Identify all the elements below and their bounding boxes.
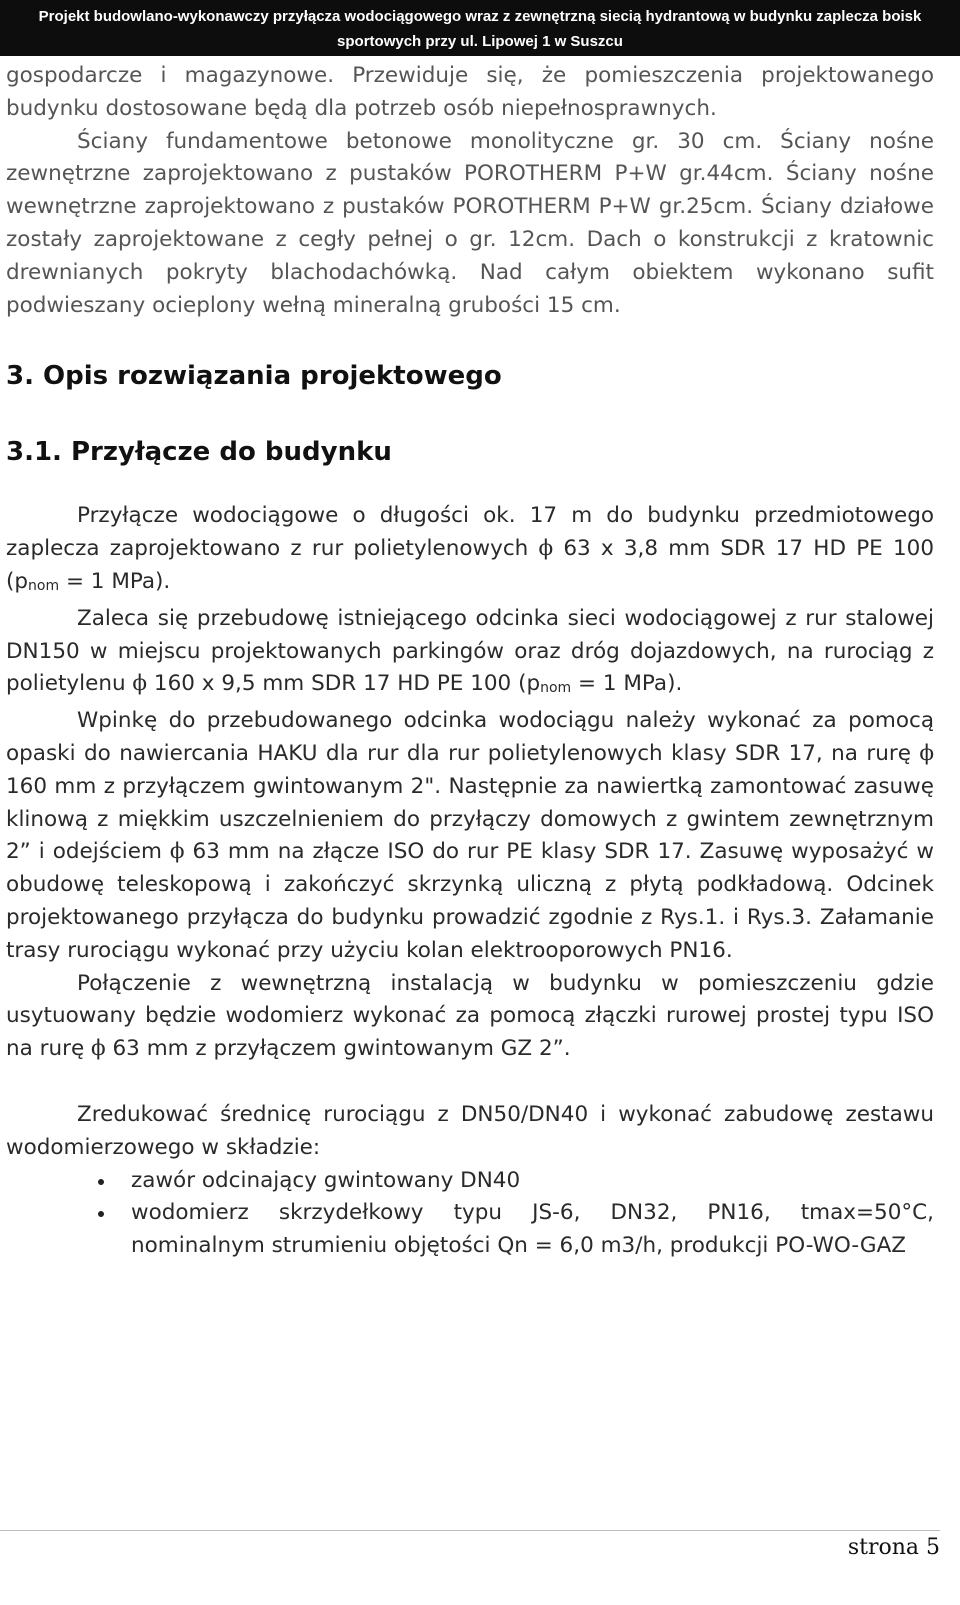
paragraph-przebudowa bbox=[6, 603, 934, 705]
phi-symbol: ϕ bbox=[919, 740, 934, 766]
phi-symbol: ϕ bbox=[91, 1036, 106, 1062]
header-title-line2: sportowych przy ul. Lipowej 1 w Suszcu bbox=[337, 33, 623, 50]
equipment-list bbox=[6, 1165, 934, 1263]
p1-text-c: = 1 MPa). bbox=[59, 568, 171, 594]
header-title-line1: Projekt budowlano-wykonawczy przyłącza wodociągowego wraz z zewnętrzną siecią hydrantową w budynku zaplecza boisk bbox=[38, 8, 922, 25]
p4-text-b: 63 mm z przyłączem gwintowanym GZ 2”. bbox=[105, 1036, 571, 1062]
paragraph-przylacze bbox=[6, 500, 934, 602]
list-item-text: wodomierz skrzydełkowy typu JS-6, DN32, PN16, tmax=50°C, nominalnym strumieniu objętości Qn = 6,0 m3/h, produkcji PO-WO-GAZ bbox=[131, 1200, 934, 1259]
p1-text-a: Przyłącze wodociągowe o długości ok. 17 m do budynku przedmiotowego zaplecza zaprojektowano z rur polietylenowych bbox=[6, 503, 934, 562]
section-3-1-heading: 3.1. Przyłącze do budynku bbox=[6, 437, 392, 468]
phi-symbol: ϕ bbox=[169, 839, 185, 865]
p1-text-b: 63 x 3,8 mm SDR 17 HD PE 100 (p bbox=[6, 536, 934, 594]
bullet-icon bbox=[98, 1179, 104, 1185]
phi-symbol: ϕ bbox=[538, 536, 554, 562]
p2-text-b: 160 x 9,5 mm SDR 17 HD PE 100 (p bbox=[147, 671, 541, 697]
spacer bbox=[6, 1066, 934, 1099]
p4-text-a: Połączenie z wewnętrzną instalacją w budynku w pomieszczeniu gdzie usytuowany będzie wodomierz wykonać za pomocą złączki rurowej prostej typu ISO na rurę bbox=[6, 970, 934, 1062]
intro-paragraph-2: Ściany fundamentowe betonowe monolityczne gr. 30 cm. Ściany nośne zewnętrzne zaprojektowano z pustaków POROTHERM P+W gr.44cm. Ściany nośne wewnętrzne zaprojektowano z pustaków POROTHERM P+W gr.25cm. Ściany działowe zostały zaprojektowane z cegły pełnej o gr. 12cm. Dach o konstrukcji z kratownic drewnianych pokryty blachodachówką. Nad całym obiektem wykonano sufit podwieszany ocieplony wełną mineralną grubości 15 cm. bbox=[6, 128, 934, 318]
list-item bbox=[6, 1197, 934, 1263]
nom-subscript: nom bbox=[540, 680, 572, 697]
phi-symbol: ϕ bbox=[132, 671, 148, 697]
footer-divider bbox=[0, 1530, 940, 1531]
p2-text-c: = 1 MPa). bbox=[571, 671, 683, 697]
p3-text-b: 160 mm z przyłączem gwintowanym 2". Następnie za nawiertką zamontować zasuwę klinową z miękkim uszczelnieniem do przyłączy domowych z gwintem zewnętrznym 2” i odejściem bbox=[6, 773, 934, 865]
page-number: strona 5 bbox=[847, 1535, 940, 1560]
bullet-icon bbox=[98, 1211, 104, 1217]
nom-subscript: nom bbox=[28, 577, 60, 594]
section-3-heading: 3. Opis rozwiązania projektowego bbox=[6, 361, 502, 392]
document-body bbox=[6, 60, 934, 1263]
intro-paragraph-1: gospodarcze i magazynowe. Przewiduje się, że pomieszczenia projektowanego budynku dostosowane będą dla potrzeb osób niepełnosprawnych. bbox=[6, 63, 934, 121]
paragraph-wpinka bbox=[6, 705, 934, 967]
paragraph-polaczenie bbox=[6, 968, 934, 1066]
p3-text-a: Wpinkę do przebudowanego odcinka wodociągu należy wykonać za pomocą opaski do nawiercania HAKU dla rur dla rur polietylenowych klasy SDR 17, na rurę bbox=[6, 708, 934, 766]
p3-text-c: 63 mm na złącze ISO do rur PE klasy SDR 17. Zasuwę wyposażyć w obudowę teleskopową i zakończyć skrzynką uliczną z płytą podkładową. Odcinek projektowanego przyłącza do budynku prowadzić zgodnie z Rys.1. i Rys.3. Załamanie trasy rurociągu wykonać przy użyciu kolan elektrooporowych PN16. bbox=[6, 839, 935, 963]
list-item bbox=[6, 1165, 934, 1198]
list-item-text: zawór odcinający gwintowany DN40 bbox=[131, 1167, 521, 1193]
page-header bbox=[0, 0, 960, 56]
paragraph-zestaw: Zredukować średnicę rurociągu z DN50/DN40 i wykonać zabudowę zestawu wodomierzowego w składzie: bbox=[6, 1101, 934, 1160]
p2-text-a: Zaleca się przebudowę istniejącego odcinka sieci wodociągowej z rur stalowej DN150 w miejscu projektowanych parkingów oraz dróg dojazdowych, na rurociąg z polietylenu bbox=[6, 605, 934, 697]
